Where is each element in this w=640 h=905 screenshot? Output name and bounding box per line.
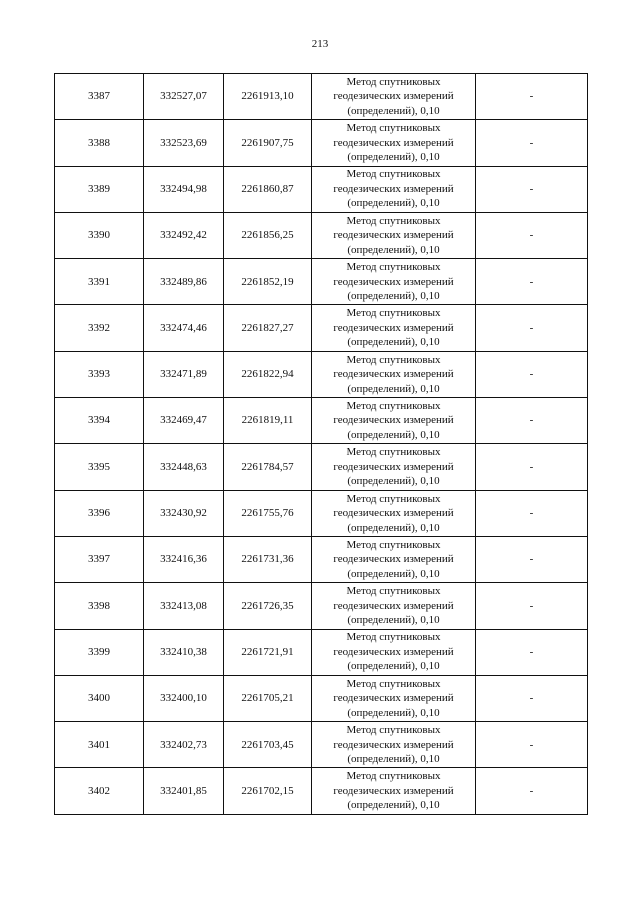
method-cell: [312, 212, 476, 258]
point-number-cell: 3395: [55, 444, 144, 490]
note-cell: -: [476, 212, 588, 258]
point-number-cell: 3392: [55, 305, 144, 351]
y-coordinate-cell: 2261726,35: [224, 583, 312, 629]
note-cell: -: [476, 351, 588, 397]
method-text-line: геодезических измерений: [333, 136, 454, 149]
y-coordinate-cell: 2261755,76: [224, 490, 312, 536]
table-row: [55, 259, 588, 305]
method-cell: [312, 120, 476, 166]
method-text-line: (определений), 0,10: [347, 614, 440, 627]
x-coordinate-cell: 332430,92: [144, 490, 224, 536]
method-text-line: Метод спутниковых: [346, 446, 441, 459]
method-cell: [312, 398, 476, 444]
method-text-line: (определений), 0,10: [347, 336, 440, 349]
method-text-line: (определений), 0,10: [347, 382, 440, 395]
y-coordinate-cell: 2261731,36: [224, 536, 312, 582]
method-cell: [312, 490, 476, 536]
method-text-line: (определений), 0,10: [347, 290, 440, 303]
method-text-line: (определений), 0,10: [347, 243, 440, 256]
y-coordinate-cell: 2261822,94: [224, 351, 312, 397]
method-cell: [312, 74, 476, 120]
method-text-line: геодезических измерений: [333, 182, 454, 195]
method-text-line: Метод спутниковых: [346, 122, 441, 135]
method-text-line: Метод спутниковых: [346, 307, 441, 320]
method-text-line: Метод спутниковых: [346, 261, 441, 274]
method-text-line: (определений), 0,10: [347, 799, 440, 812]
table-row: [55, 74, 588, 120]
method-text-line: (определений), 0,10: [347, 104, 440, 117]
table-row: [55, 305, 588, 351]
table-row: [55, 536, 588, 582]
method-text-line: Метод спутниковых: [346, 538, 441, 551]
y-coordinate-cell: 2261907,75: [224, 120, 312, 166]
coordinates-table-body: [55, 74, 588, 815]
method-cell: [312, 629, 476, 675]
method-text-line: (определений), 0,10: [347, 660, 440, 673]
point-number-cell: 3398: [55, 583, 144, 629]
method-text-line: геодезических измерений: [333, 275, 454, 288]
method-text-line: геодезических измерений: [333, 738, 454, 751]
note-cell: -: [476, 629, 588, 675]
method-text-line: (определений), 0,10: [347, 151, 440, 164]
y-coordinate-cell: 2261819,11: [224, 398, 312, 444]
note-cell: -: [476, 583, 588, 629]
method-cell: [312, 444, 476, 490]
x-coordinate-cell: 332492,42: [144, 212, 224, 258]
note-cell: -: [476, 444, 588, 490]
x-coordinate-cell: 332413,08: [144, 583, 224, 629]
y-coordinate-cell: 2261784,57: [224, 444, 312, 490]
y-coordinate-cell: 2261827,27: [224, 305, 312, 351]
table-row: [55, 768, 588, 814]
table-row: [55, 722, 588, 768]
method-cell: [312, 305, 476, 351]
point-number-cell: 3400: [55, 675, 144, 721]
table-row: [55, 212, 588, 258]
x-coordinate-cell: 332527,07: [144, 74, 224, 120]
method-text-line: (определений), 0,10: [347, 475, 440, 488]
method-text-line: (определений), 0,10: [347, 706, 440, 719]
method-cell: [312, 722, 476, 768]
x-coordinate-cell: 332474,46: [144, 305, 224, 351]
table-row: [55, 351, 588, 397]
table-row: [55, 629, 588, 675]
point-number-cell: 3387: [55, 74, 144, 120]
point-number-cell: 3390: [55, 212, 144, 258]
table-row: [55, 583, 588, 629]
method-text-line: (определений), 0,10: [347, 753, 440, 766]
method-text-line: Метод спутниковых: [346, 770, 441, 783]
note-cell: -: [476, 166, 588, 212]
point-number-cell: 3394: [55, 398, 144, 444]
method-text-line: геодезических измерений: [333, 229, 454, 242]
y-coordinate-cell: 2261852,19: [224, 259, 312, 305]
method-cell: [312, 536, 476, 582]
point-number-cell: 3396: [55, 490, 144, 536]
page-number: 213: [311, 38, 329, 50]
note-cell: -: [476, 259, 588, 305]
method-text-line: геодезических измерений: [333, 368, 454, 381]
point-number-cell: 3393: [55, 351, 144, 397]
x-coordinate-cell: 332416,36: [144, 536, 224, 582]
table-row: [55, 398, 588, 444]
method-cell: [312, 351, 476, 397]
method-text-line: (определений), 0,10: [347, 428, 440, 441]
x-coordinate-cell: 332401,85: [144, 768, 224, 814]
method-text-line: геодезических измерений: [333, 784, 454, 797]
point-number-cell: 3402: [55, 768, 144, 814]
method-text-line: геодезических измерений: [333, 553, 454, 566]
x-coordinate-cell: 332469,47: [144, 398, 224, 444]
method-text-line: (определений), 0,10: [347, 567, 440, 580]
method-text-line: геодезических измерений: [333, 321, 454, 334]
method-text-line: геодезических измерений: [333, 692, 454, 705]
point-number-cell: 3397: [55, 536, 144, 582]
note-cell: -: [476, 768, 588, 814]
point-number-cell: 3399: [55, 629, 144, 675]
method-text-line: геодезических измерений: [333, 507, 454, 520]
note-cell: -: [476, 398, 588, 444]
note-cell: -: [476, 722, 588, 768]
method-cell: [312, 259, 476, 305]
x-coordinate-cell: 332489,86: [144, 259, 224, 305]
y-coordinate-cell: 2261703,45: [224, 722, 312, 768]
note-cell: -: [476, 536, 588, 582]
method-text-line: геодезических измерений: [333, 90, 454, 103]
note-cell: -: [476, 120, 588, 166]
method-text-line: Метод спутниковых: [346, 399, 441, 412]
note-cell: -: [476, 74, 588, 120]
method-text-line: геодезических измерений: [333, 645, 454, 658]
y-coordinate-cell: 2261856,25: [224, 212, 312, 258]
table-row: [55, 675, 588, 721]
method-cell: [312, 768, 476, 814]
y-coordinate-cell: 2261860,87: [224, 166, 312, 212]
method-text-line: (определений), 0,10: [347, 197, 440, 210]
method-text-line: Метод спутниковых: [346, 75, 441, 88]
method-text-line: Метод спутниковых: [346, 585, 441, 598]
x-coordinate-cell: 332494,98: [144, 166, 224, 212]
table-row: [55, 120, 588, 166]
point-number-cell: 3401: [55, 722, 144, 768]
note-cell: -: [476, 490, 588, 536]
x-coordinate-cell: 332523,69: [144, 120, 224, 166]
method-cell: [312, 166, 476, 212]
method-text-line: Метод спутниковых: [346, 214, 441, 227]
table-row: [55, 166, 588, 212]
table-row: [55, 444, 588, 490]
x-coordinate-cell: 332410,38: [144, 629, 224, 675]
method-text-line: Метод спутниковых: [346, 677, 441, 690]
note-cell: -: [476, 305, 588, 351]
y-coordinate-cell: 2261705,21: [224, 675, 312, 721]
method-text-line: Метод спутниковых: [346, 631, 441, 644]
x-coordinate-cell: 332448,63: [144, 444, 224, 490]
method-text-line: Метод спутниковых: [346, 168, 441, 181]
point-number-cell: 3391: [55, 259, 144, 305]
table-row: [55, 490, 588, 536]
method-text-line: геодезических измерений: [333, 460, 454, 473]
method-text-line: (определений), 0,10: [347, 521, 440, 534]
y-coordinate-cell: 2261721,91: [224, 629, 312, 675]
y-coordinate-cell: 2261913,10: [224, 74, 312, 120]
method-text-line: Метод спутниковых: [346, 492, 441, 505]
x-coordinate-cell: 332402,73: [144, 722, 224, 768]
x-coordinate-cell: 332471,89: [144, 351, 224, 397]
point-number-cell: 3389: [55, 166, 144, 212]
x-coordinate-cell: 332400,10: [144, 675, 224, 721]
y-coordinate-cell: 2261702,15: [224, 768, 312, 814]
method-cell: [312, 675, 476, 721]
note-cell: -: [476, 675, 588, 721]
method-text-line: Метод спутниковых: [346, 353, 441, 366]
method-cell: [312, 583, 476, 629]
method-text-line: геодезических измерений: [333, 599, 454, 612]
coordinates-table: [54, 73, 588, 815]
point-number-cell: 3388: [55, 120, 144, 166]
method-text-line: геодезических измерений: [333, 414, 454, 427]
method-text-line: Метод спутниковых: [346, 724, 441, 737]
